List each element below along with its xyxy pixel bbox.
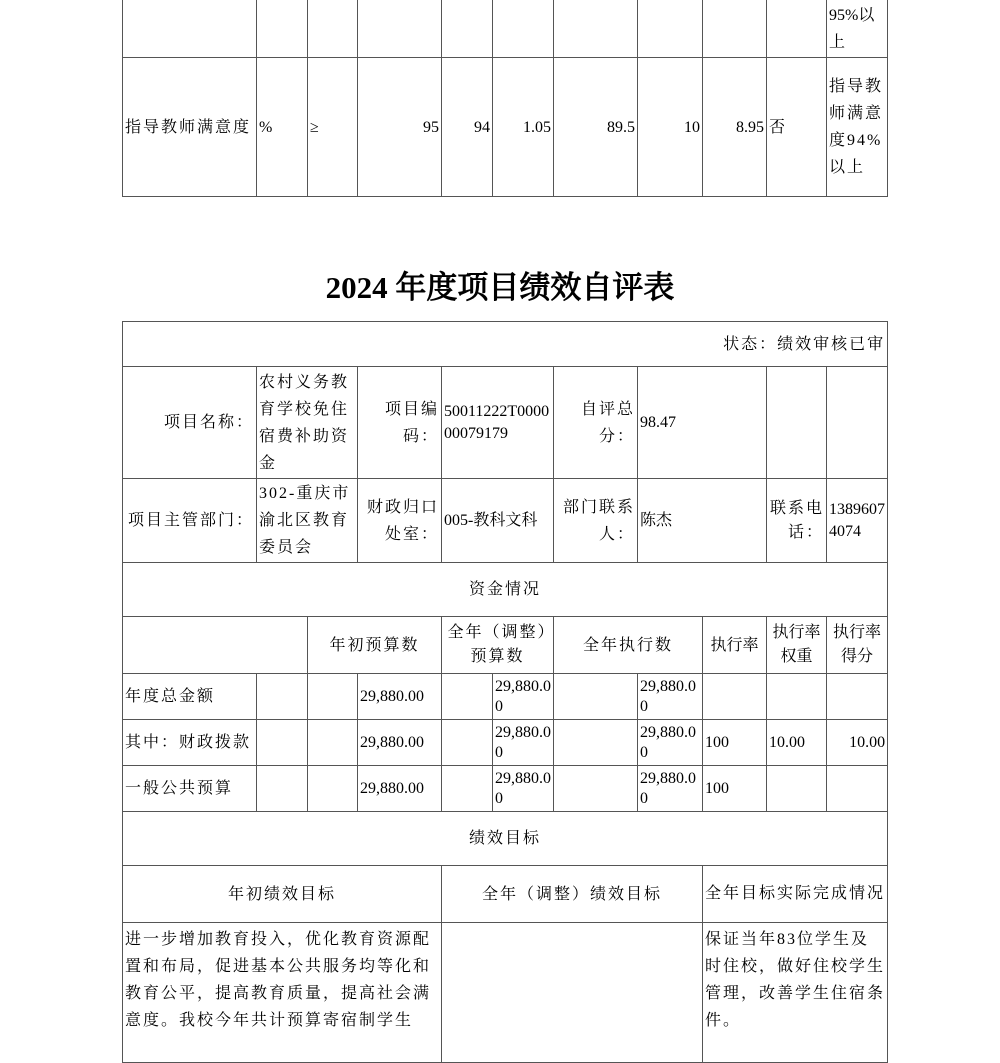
status-row xyxy=(123,322,888,367)
section-row xyxy=(123,812,888,866)
goals-section-title: 绩效目标 xyxy=(123,812,888,866)
cell xyxy=(827,367,888,479)
rate-value: 100 xyxy=(703,720,767,766)
weight-cell: 10 xyxy=(638,58,703,197)
cell xyxy=(308,720,358,766)
header-initial-budget: 年初预算数 xyxy=(308,617,442,674)
row-label: 年度总金额 xyxy=(123,674,257,720)
cell xyxy=(638,0,703,58)
cell xyxy=(554,766,638,812)
unit-cell: % xyxy=(257,58,308,197)
header-initial-goal: 年初绩效目标 xyxy=(123,866,442,923)
flag-cell: 否 xyxy=(767,58,827,197)
finance-value: 005-教科文科 xyxy=(442,479,554,563)
cell xyxy=(308,674,358,720)
score-value xyxy=(827,766,888,812)
adjusted-goal-text xyxy=(442,923,703,1063)
score-value xyxy=(827,674,888,720)
phone-label: 联系电话： xyxy=(767,479,827,563)
table-row xyxy=(123,0,888,58)
project-name: 农村义务教育学校免住宿费补助资金 xyxy=(257,367,358,479)
weight-value xyxy=(767,674,827,720)
initial-value: 29,880.00 xyxy=(358,766,442,812)
executed-value: 29,880.00 xyxy=(638,766,703,812)
actual-completion-text: 保证当年83位学生及时住校，做好住校学生管理，改善学生住宿条件。 xyxy=(703,923,888,1063)
cell xyxy=(767,0,827,58)
cell xyxy=(442,766,493,812)
self-score: 98.47 xyxy=(638,367,767,479)
indicator-name: 指导教师满意度 xyxy=(123,58,257,197)
funds-row xyxy=(123,766,888,812)
header-executed: 全年执行数 xyxy=(554,617,703,674)
cell xyxy=(308,766,358,812)
finance-label: 财政归口处室： xyxy=(358,479,442,563)
initial-value: 29,880.00 xyxy=(358,720,442,766)
header-adjusted-goal: 全年（调整）绩效目标 xyxy=(442,866,703,923)
row-label: 其中：财政拨款 xyxy=(123,720,257,766)
adjusted-value: 29,880.00 xyxy=(493,674,554,720)
cell xyxy=(493,0,554,58)
cell xyxy=(554,0,638,58)
dept-label: 项目主管部门： xyxy=(123,479,257,563)
cell xyxy=(442,720,493,766)
funds-header-row xyxy=(123,617,888,674)
cell xyxy=(257,674,308,720)
cell xyxy=(703,0,767,58)
actual-cell: 94 xyxy=(442,58,493,197)
initial-goal-text: 进一步增加教育投入，优化教育资源配置和布局，促进基本公共服务均等化和教育公平，提高教育质量，提高社会满意度。我校今年共计预算寄宿制学生 xyxy=(123,923,442,1063)
funds-row xyxy=(123,674,888,720)
project-code-label: 项目编码： xyxy=(358,367,442,479)
operator-cell: ≥ xyxy=(308,58,358,197)
cell xyxy=(308,0,358,58)
cell xyxy=(257,720,308,766)
table-row xyxy=(123,479,888,563)
header-actual-completion: 全年目标实际完成情况 xyxy=(703,866,888,923)
rate-value xyxy=(703,674,767,720)
score-cell: 8.95 xyxy=(703,58,767,197)
header-rate-weight: 执行率权重 xyxy=(767,617,827,674)
cell xyxy=(442,674,493,720)
score-value: 10.00 xyxy=(827,720,888,766)
cell xyxy=(554,674,638,720)
weight-value: 10.00 xyxy=(767,720,827,766)
cell xyxy=(358,0,442,58)
funds-section-title: 资金情况 xyxy=(123,563,888,617)
deviation-cell: 1.05 xyxy=(493,58,554,197)
header-rate: 执行率 xyxy=(703,617,767,674)
page-title: 2024 年度项目绩效自评表 xyxy=(325,270,675,305)
header-rate-score: 执行率得分 xyxy=(827,617,888,674)
cell xyxy=(767,367,827,479)
completion-cell: 89.5 xyxy=(554,58,638,197)
adjusted-value: 29,880.00 xyxy=(493,720,554,766)
adjusted-value: 29,880.00 xyxy=(493,766,554,812)
note-cell: 95%以上 xyxy=(827,0,888,58)
phone-value: 13896074074 xyxy=(827,479,888,563)
rate-value: 100 xyxy=(703,766,767,812)
target-cell: 95 xyxy=(358,58,442,197)
contact-label: 部门联系人： xyxy=(554,479,638,563)
initial-value: 29,880.00 xyxy=(358,674,442,720)
section-row xyxy=(123,563,888,617)
funds-row xyxy=(123,720,888,766)
project-name-label: 项目名称： xyxy=(123,367,257,479)
indicator-table xyxy=(122,0,888,197)
executed-value: 29,880.00 xyxy=(638,674,703,720)
self-evaluation-table xyxy=(122,321,888,1063)
header-adjusted-budget: 全年（调整）预算数 xyxy=(442,617,554,674)
cell xyxy=(123,617,308,674)
goals-header-row xyxy=(123,866,888,923)
goals-row xyxy=(123,923,888,1063)
cell xyxy=(554,720,638,766)
project-code: 50011222T000000079179 xyxy=(442,367,554,479)
dept-value: 302-重庆市渝北区教育委员会 xyxy=(257,479,358,563)
weight-value xyxy=(767,766,827,812)
status-text: 状态：绩效审核已审 xyxy=(123,322,888,367)
executed-value: 29,880.00 xyxy=(638,720,703,766)
cell xyxy=(442,0,493,58)
cell xyxy=(257,0,308,58)
note-cell: 指导教师满意度94%以上 xyxy=(827,58,888,197)
self-score-label: 自评总分： xyxy=(554,367,638,479)
row-label: 一般公共预算 xyxy=(123,766,257,812)
table-row xyxy=(123,58,888,197)
cell xyxy=(123,0,257,58)
cell xyxy=(257,766,308,812)
contact-value: 陈杰 xyxy=(638,479,767,563)
table-row xyxy=(123,367,888,479)
